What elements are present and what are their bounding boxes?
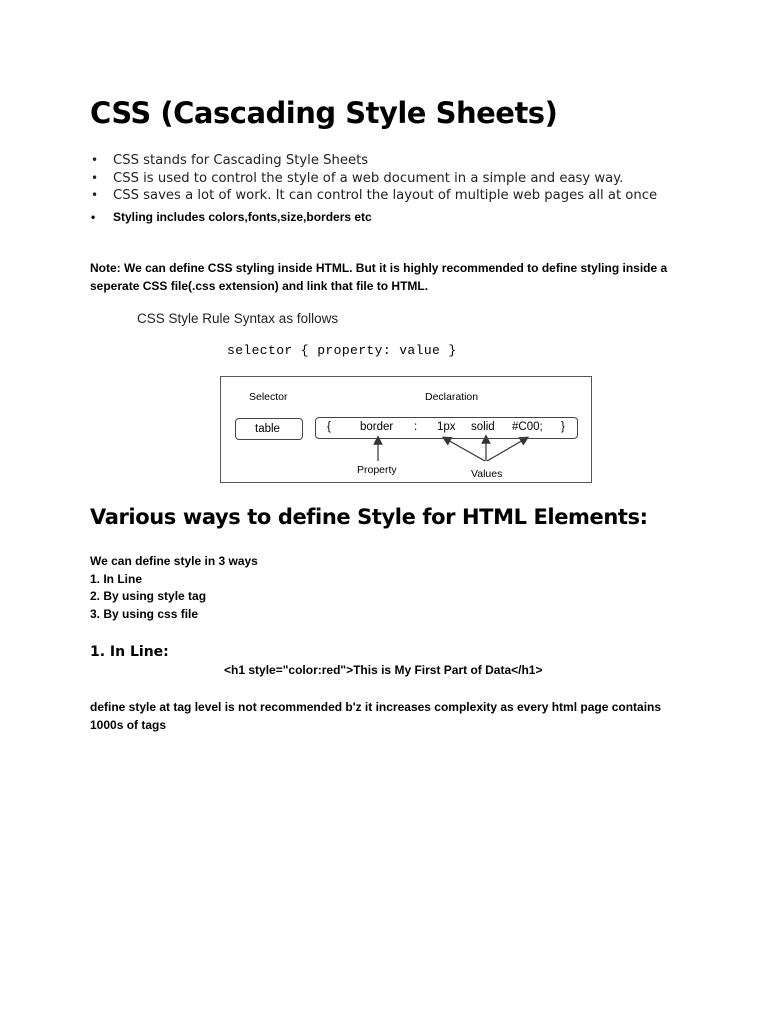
declaration-token: #C00; xyxy=(512,421,543,433)
declaration-token: } xyxy=(561,421,565,433)
list-item xyxy=(90,209,690,227)
property-label: Property xyxy=(357,464,397,476)
ways-list xyxy=(90,553,258,623)
list-item-text: Styling includes colors,fonts,size,borders etc xyxy=(113,209,372,224)
list-item: 3. By using css file xyxy=(90,606,199,621)
list-item: 1. In Line xyxy=(90,571,143,586)
inline-remark: define style at tag level is not recommended b'z it increases complexity as every html page contains 1000s of tags xyxy=(90,700,662,732)
declaration-token: : xyxy=(414,421,418,433)
list-item xyxy=(90,187,690,205)
inline-example-code: <h1 style="color:red">This is My First Part of Data</h1> xyxy=(224,663,543,677)
list-item xyxy=(90,170,690,188)
selector-value: table xyxy=(255,423,280,435)
css-rule-diagram xyxy=(220,376,592,483)
syntax-caption: CSS Style Rule Syntax as follows xyxy=(137,311,339,326)
declaration-token: border xyxy=(360,421,394,433)
selector-label: Selector xyxy=(249,391,288,403)
list-item-text: CSS stands for Cascading Style Sheets xyxy=(113,153,369,168)
bullet-icon: • xyxy=(91,170,99,185)
page-title: CSS (Cascading Style Sheets) xyxy=(90,96,558,130)
section-heading: Various ways to define Style for HTML Elements: xyxy=(90,505,648,529)
bullet-icon: • xyxy=(91,188,99,202)
bullet-icon: • xyxy=(91,209,96,224)
list-item: 2. By using style tag xyxy=(90,589,207,603)
declaration-token: { xyxy=(327,421,331,433)
note-paragraph: Note: We can define CSS styling inside HTML. But it is highly recommended to define styling inside a seperate CSS file(.css extension) and link that file to HTML. xyxy=(90,261,668,293)
value-arrow-1 xyxy=(446,439,485,461)
inline-heading: 1. In Line: xyxy=(90,644,169,660)
values-label: Values xyxy=(471,468,503,480)
declaration-token: solid xyxy=(471,421,495,433)
declaration-box xyxy=(315,417,578,439)
list-item xyxy=(90,152,690,170)
list-item-text: CSS saves a lot of work. It can control the layout of multiple web pages all at once xyxy=(113,188,658,203)
ways-intro: We can define style in 3 ways xyxy=(90,554,258,568)
selector-box xyxy=(235,418,303,440)
declaration-token: 1px xyxy=(437,421,456,433)
declaration-label: Declaration xyxy=(425,391,479,403)
list-item-text: CSS is used to control the style of a web document in a simple and easy way. xyxy=(113,170,624,186)
value-arrow-3 xyxy=(487,439,525,461)
syntax-code: selector { property: value } xyxy=(227,343,457,358)
bullet-icon: • xyxy=(91,153,99,167)
intro-bullet-list xyxy=(90,152,690,226)
